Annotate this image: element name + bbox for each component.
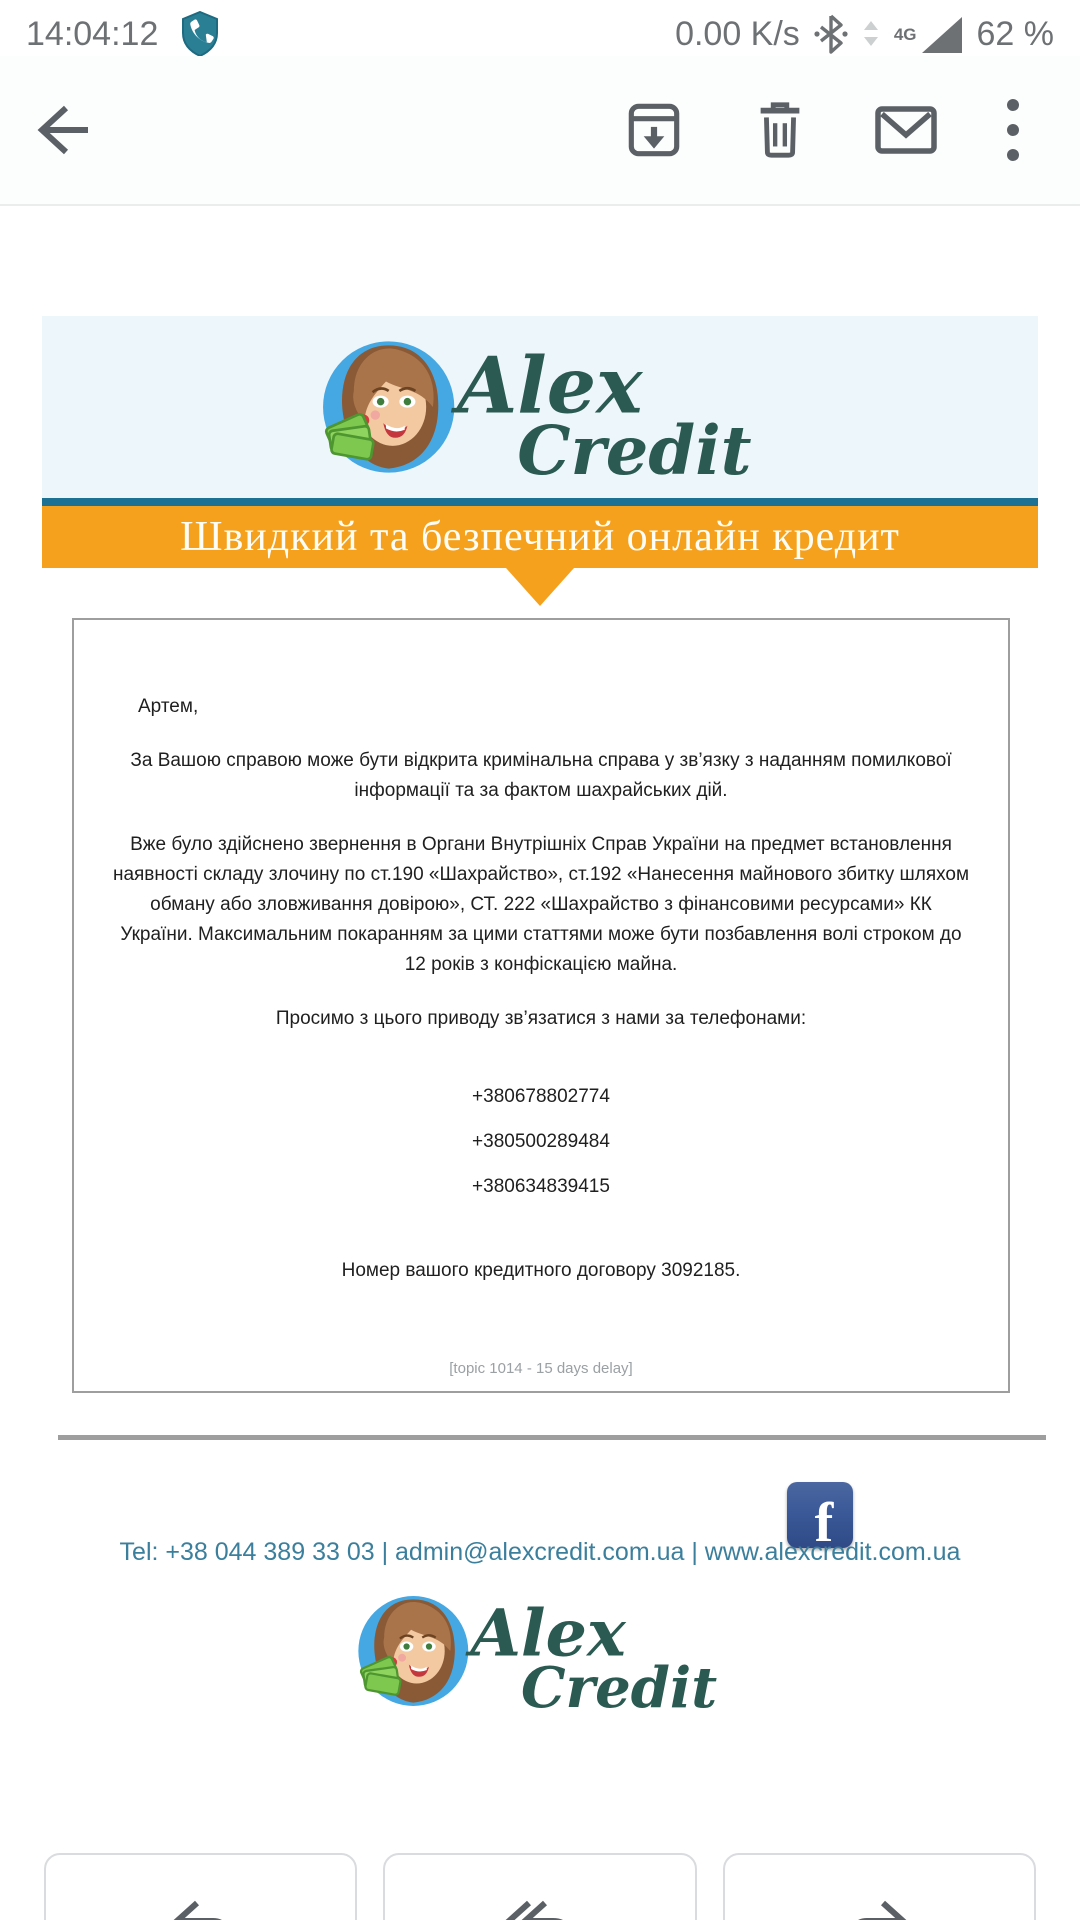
reply-button[interactable] — [44, 1853, 357, 1920]
archive-button[interactable] — [620, 96, 688, 164]
back-button[interactable] — [30, 96, 98, 164]
topic-note: [topic 1014 - 15 days delay] — [449, 1360, 633, 1377]
logo-word-alex: Alex — [456, 340, 643, 432]
battery-percent: 62 % — [976, 14, 1054, 53]
cellular-signal-icon — [894, 13, 963, 55]
reply-all-icon — [505, 1897, 575, 1920]
message-actions — [44, 1853, 1036, 1920]
reply-icon — [169, 1897, 233, 1920]
archive-icon — [621, 97, 687, 163]
banner-tagline-bar — [42, 506, 1038, 568]
email-body — [0, 206, 1080, 1920]
more-vert-icon — [1006, 97, 1020, 163]
letter-paragraph: Вже було здійснено звернення в Органи Внутрішніх Справ України на предмет встановлення наявності складу злочину по ст.190 «Шахрайство», ст.192 «Нанесення майнового збитку шляхом обману або зловживання довірою», СТ. 222 «Шахрайство з фінансовими ресурсами» КК України. Максимальним покаранням за цими статтями може бути позбавлення волі строком до 12 років з конфіскацією майна. — [112, 834, 970, 975]
network-type-label: 4G — [893, 25, 917, 44]
logo-word-credit: Credit — [520, 1655, 718, 1714]
letter-box — [72, 618, 1010, 1393]
logo-word-credit: Credit — [517, 410, 752, 482]
status-bar — [0, 0, 1080, 62]
back-arrow-icon — [32, 100, 96, 160]
footer-divider — [58, 1435, 1046, 1440]
email-toolbar — [0, 56, 1080, 206]
status-clock: 14:04:12 — [26, 14, 159, 53]
banner-tagline: Швидкий та безпечний онлайн кредит — [180, 514, 900, 560]
data-activity-icon — [862, 20, 880, 48]
delete-button[interactable] — [746, 96, 814, 164]
reply-all-button[interactable] — [383, 1853, 696, 1920]
logo-word-alex: Alex — [470, 1595, 626, 1672]
banner-pointer-triangle — [506, 568, 574, 606]
envelope-icon — [872, 101, 940, 159]
overflow-menu-button[interactable] — [998, 96, 1028, 164]
phone-number: +380634839415 — [472, 1176, 610, 1197]
alexcredit-footer-logo — [0, 1588, 1080, 1714]
banner-teal-stripe — [42, 498, 1038, 506]
letter-paragraph: Просимо з цього приводу зв’язатися з нами за телефонами: — [275, 1008, 807, 1029]
phone-list — [112, 1082, 970, 1202]
banner-hero — [42, 316, 1038, 498]
phone-number: +380500289484 — [472, 1131, 610, 1152]
forward-icon — [847, 1897, 911, 1920]
alexcredit-logo — [300, 332, 780, 482]
letter-paragraph: За Вашою справою може бути відкрита кримінальна справа у зв’язку з наданням помилкової інформації та за фактом шахрайських дій. — [130, 750, 952, 801]
mark-unread-button[interactable] — [872, 96, 940, 164]
network-speed: 0.00 K/s — [675, 14, 800, 53]
forward-button[interactable] — [723, 1853, 1036, 1920]
bluetooth-icon — [814, 12, 848, 56]
alexcredit-header-banner — [42, 316, 1038, 606]
phone-number: +380678802774 — [472, 1086, 610, 1107]
contract-number-line: Номер вашого кредитного договору 3092185. — [341, 1260, 741, 1281]
facebook-letter: f — [814, 1492, 834, 1554]
alexcredit-logo — [355, 1588, 725, 1714]
call-blocker-shield-icon — [180, 11, 220, 57]
salutation: Артем, — [138, 696, 199, 717]
trash-icon — [749, 97, 811, 163]
footer-contact-line[interactable]: Tel: +38 044 389 33 03 | admin@alexcredit.com.ua | www.alexcredit.com.ua — [119, 1538, 961, 1566]
